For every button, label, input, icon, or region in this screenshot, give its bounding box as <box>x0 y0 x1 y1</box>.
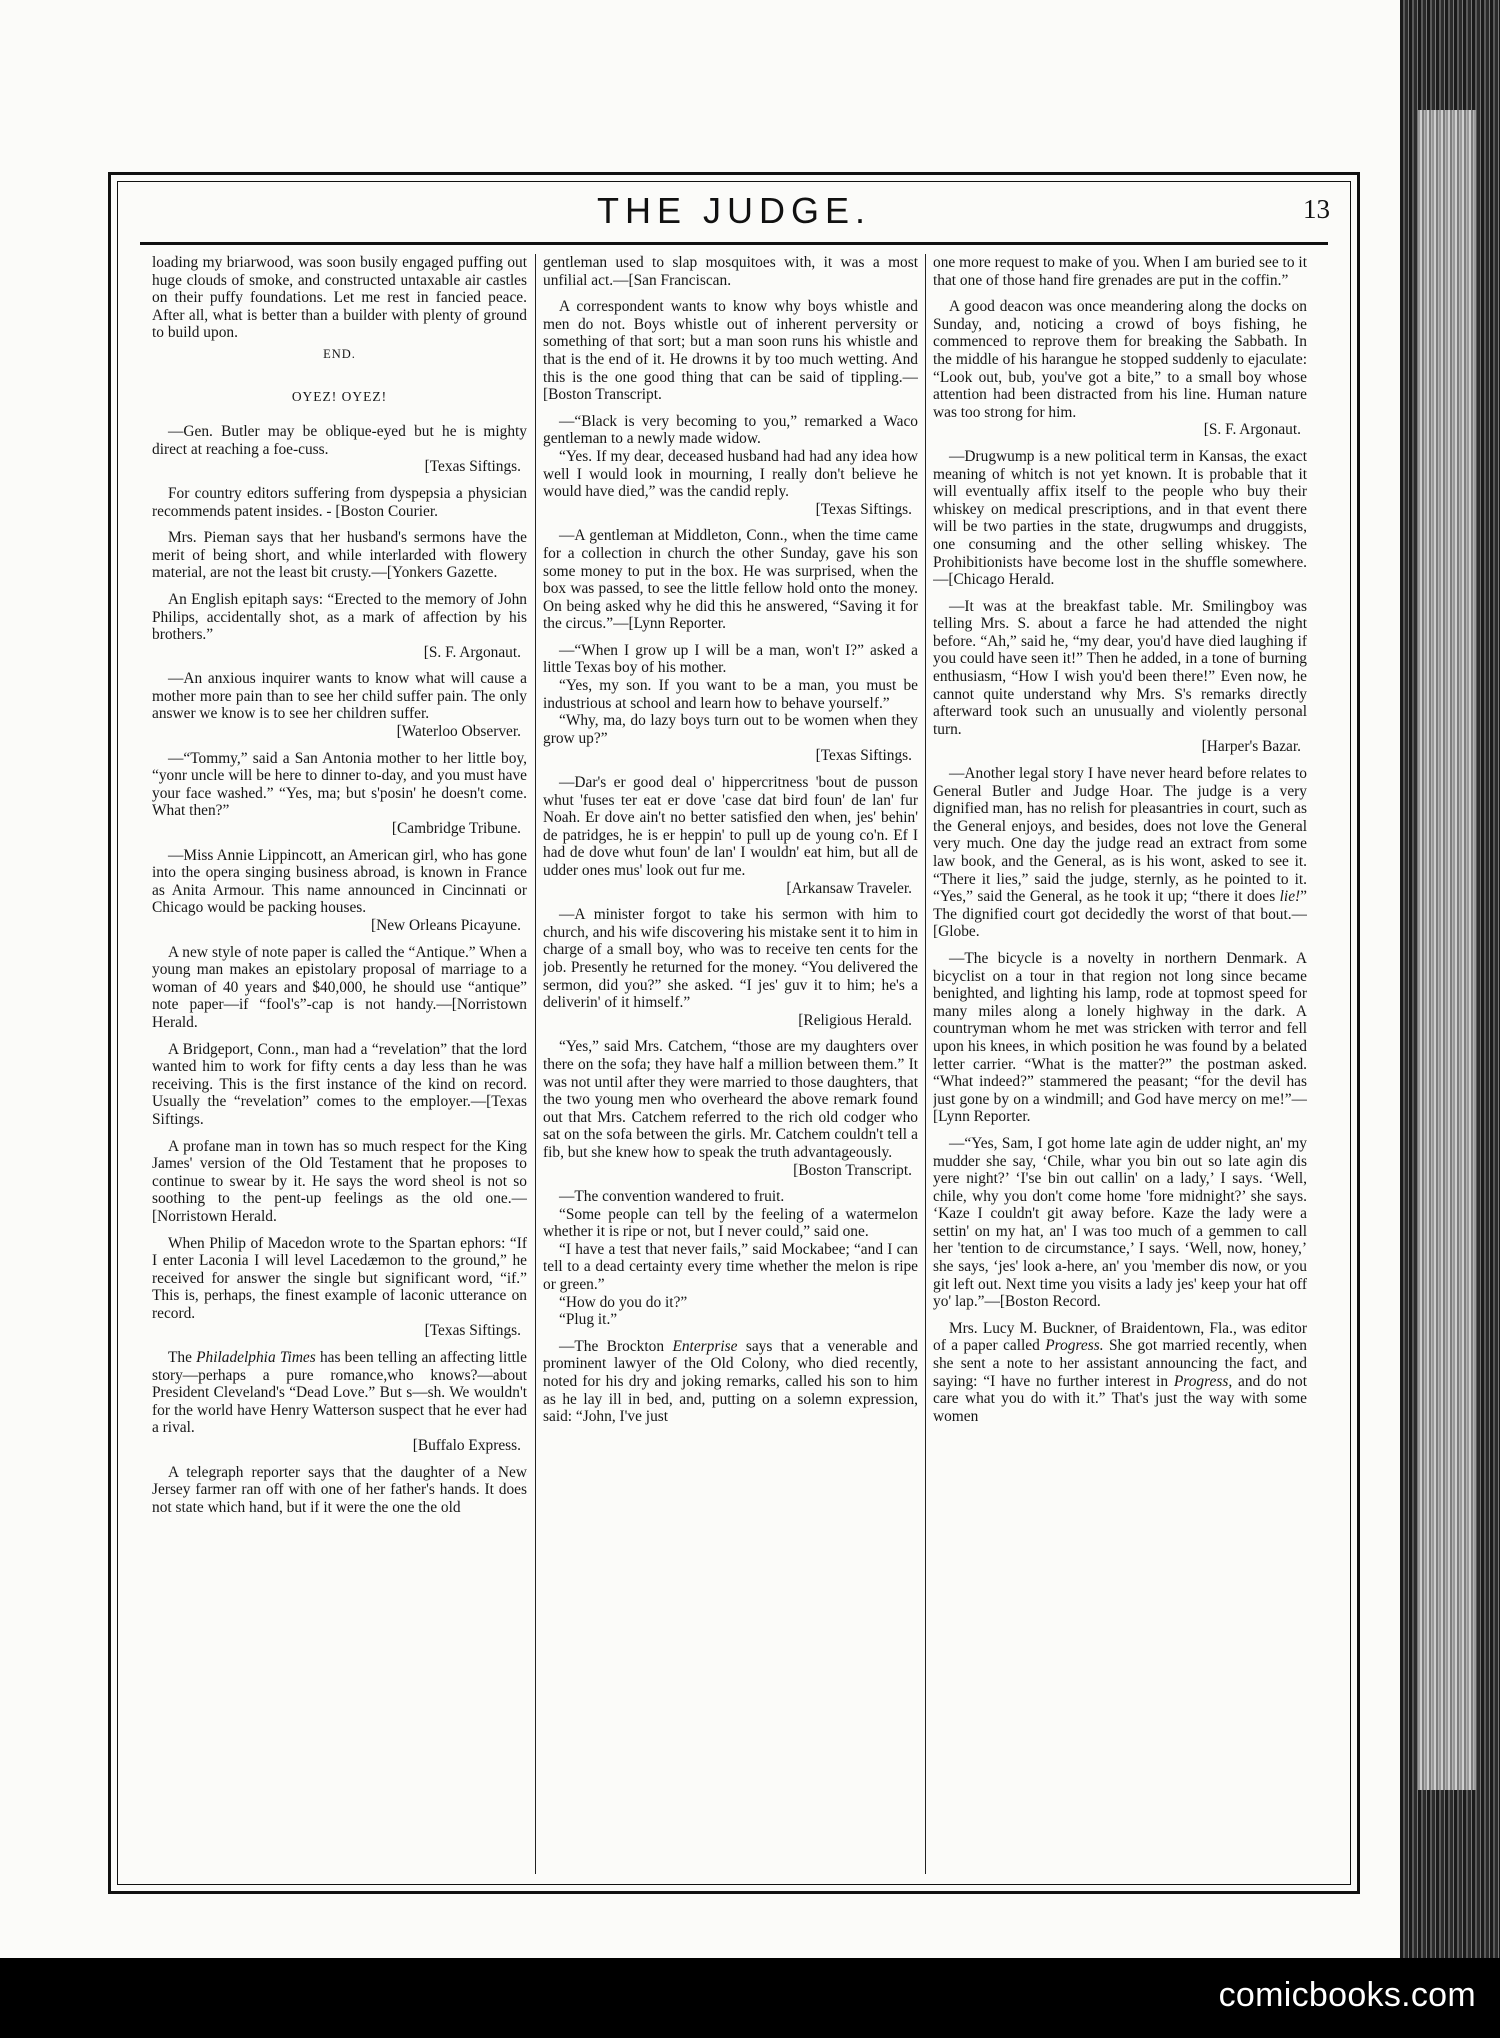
newspaper-title: Enterprise <box>672 1337 738 1355</box>
item: —It was at the breakfast table. Mr. Smilingboy was telling Mrs. S. about a farce he had attended the night before. “Ah,” said he, “my dear, you'd have died laughing if you could have seen it!” Then he added, in a tone of burning enthusiasm, “How I wish you'd been there!” Even now, he cannot quite understand why Mrs. S's remarks directly afterward took such an unusually and violently personal turn. <box>933 597 1307 738</box>
item: “Yes,” said Mrs. Catchem, “those are my daughters over there on the sofa; they have half a million between them.” It was not until after they were married to those daughters, that the two young men who overheard the above remark found out that Mrs. Catchem referred to the rich old codger who sat on the sofa between the girls. Mr. Catchem couldn't tell a fib, but she knew how to speak the truth advantageously. <box>543 1038 918 1161</box>
item-source: [Religious Herald. <box>798 1011 912 1029</box>
item: A telegraph reporter says that the daughter of a New Jersey farmer ran off with one of her father's hands. It does not state which hand, but if it were the one the old <box>152 1463 527 1516</box>
item-source: [Waterloo Observer. <box>396 723 521 741</box>
item-text: and do not care what you do with it.” That's just the way with some women <box>933 1372 1307 1425</box>
item: When Philip of Macedon wrote to the Spartan ephors: “If I enter Laconia I will level Lacedæmon to the ground,” he received for answer the single but significant word, “if.” This is, perhaps, the finest example of laconic utterance on record. <box>152 1234 527 1322</box>
item-continuation: one more request to make of you. When I am buried see to it that one of those hand fire grenades are put in the coffin.” <box>933 254 1307 289</box>
item-text: Mrs. Lucy M. Buckner, of Braidentown, Fla., was editor of a paper called <box>933 1319 1307 1355</box>
item: —“Yes, Sam, I got home late agin de udder night, an' my mudder she say, ‘Chile, whar you bin out so late agin dis yere night?’ ‘I'se bin out callin' on a lady,’ I says. ‘Well, chile, why you don't come home 'fore midnight?’ she says. ‘Kaze I couldn't git away before. Kaze the lady were a settin' on my hat, an' I was too much of a gemmen to call her 'tention to de circumstance,’ I says. ‘Well, now, honey,’ she says, ‘jes' look a-here, an' you 'member dis now, or you git left out. Next time you visits a lady jes' keep your hat off yo' lap.”—[Boston Record. <box>933 1134 1307 1311</box>
column-2 <box>543 254 918 1874</box>
item-dialog: “Yes, my son. If you want to be a man, you must be industrious at school and learn how to behave yourself.” <box>543 677 918 712</box>
column-1 <box>152 254 527 1874</box>
item: —A minister forgot to take his sermon with him to church, and his wife discovering his mistake sent it to him in charge of a small boy, who was to receive ten cents for the job. Presently he returned for the money. “You delivered the sermon, did you?” she asked. “I jes' guv it to him; he's a deliverin' of it himself.” <box>543 906 918 1012</box>
item-dialog: “How do you do it?” <box>559 1293 688 1311</box>
item: —“Tommy,” said a San Antonia mother to her little boy, “yonr uncle will be here to dinner to-day, and you must have your face washed.” “Yes, ma; but s'posin' he doesn't come. What then?” <box>152 749 527 820</box>
item-source: [New Orleans Picayune. <box>370 917 521 934</box>
item: Mrs. Pieman says that her husband's sermons have the merit of being short, and while interlarded with flowery material, are not the least bit crusty.—[Yonkers Gazette. <box>152 529 527 582</box>
item-continuation: gentleman used to slap mosquitoes with, it was a most unfilial act.—[San Franciscan. <box>543 254 918 289</box>
story-continuation: loading my briarwood, was soon busily engaged puffing out huge clouds of smoke, and constructed untaxable air castles on their puffy foundations. Let me rest in fancied peace. After all, what is better than a builder with plenty of ground to build upon. <box>152 254 527 342</box>
item: —The bicycle is a novelty in northern Denmark. A bicyclist on a tour in that region not long since became benighted, and lighting his lamp, rode at topmost speed for many miles along a lonely highway in the dark. A countryman whom he met was stricken with terror and fell upon his knees, in which position he was found by a belated letter carrier. “What is the matter?” the postman asked. “What indeed?” stammered the peasant; “for the devil has just gone by on a windmill; and God have mercy on me!”—[Lynn Reporter. <box>933 949 1307 1126</box>
item: —Drugwump is a new political term in Kansas, the exact meaning of whitch is not yet known. It is probable that it will eventually affix itself to the people who buy their whiskey on medical prescriptions, and in that event there will be two parties in the state, drugwumps and druggists, one consuming and the other selling whiskey. The Prohibitionists have become lost in the shuffle somewhere.—[Chicago Herald. <box>933 447 1307 589</box>
item-dialog: “Plug it.” <box>559 1311 618 1329</box>
item: A good deacon was once meandering along the docks on Sunday, and, noticing a crowd of boys fishing, he commenced to reprove them for breaking the Sabbath. In the middle of his harangue he stopped suddenly to ejaculate: “Look out, bub, you've got a bite,” to a small boy whose attention had been distracted from his line. Human nature was too strong for him. <box>933 298 1307 421</box>
item-dialog: “Some people can tell by the feeling of a watermelon whether it is ripe or not, but I never could,” said one. <box>543 1205 918 1241</box>
item-text: —Another legal story I have never heard before relates to General Butler and Judge Hoar. The judge is a very dignified man, has no relish for pleasantries in court, such as the General enjoys, and besides, does not love the General very much. One day the judge read an extract from some law book, and the General, as is his wont, asked to see it. “There it lies,” said the judge, sternly, as he pointed to it. “Yes,” said the General, as he took it up; “there it does <box>933 765 1307 906</box>
item: A Bridgeport, Conn., man had a “revelation” that the lord wanted him to work for fifty cents a day less than he was receiving. This is the first instance of the kind on record. Usually the “revelation” comes to the employer.—[Texas Siftings. <box>152 1040 527 1128</box>
column-divider <box>925 254 926 1874</box>
item <box>933 765 1307 941</box>
newspaper-title: Philadelphia Times <box>196 1349 316 1367</box>
item-source: [Boston Transcript. <box>793 1161 912 1179</box>
newspaper-title: Progress, <box>1173 1372 1233 1390</box>
item-text: She got married recently, when she sent a note to her assistant announcing the fact, and saying: “I have no further interest in <box>933 1337 1307 1390</box>
item-source: [Texas Siftings. <box>424 1322 521 1340</box>
item: —A gentleman at Middleton, Conn., when the time came for a collection in church the other Sunday, gave his son some money to put in the box. He was surprised, when the box was passed, to see the little fellow hold onto the money. On being asked why he did this he answered, “Saving it for the circus.”—[Lynn Reporter. <box>543 527 918 633</box>
item: —The convention wandered to fruit. <box>559 1188 785 1206</box>
item: An English epitaph says: “Erected to the memory of John Philips, accidentally shot, as a mark of affection by his brothers.” <box>152 590 527 644</box>
page-number: 13 <box>1303 194 1330 224</box>
item-text: says that a venerable and prominent lawyer of the Old Colony, who died recently, noted for his dry and joking remarks, called his son to him as he lay ill in bed, and, putting on a solemn expression, said: “John, I've just <box>543 1337 918 1426</box>
item: For country editors suffering from dyspepsia a physician recommends patent insides. - [Boston Courier. <box>152 484 527 520</box>
item <box>543 1338 918 1426</box>
item-dialog: “Yes. If my dear, deceased husband had had any idea how well I would look in mourning, I really don't believe he would have died,” was the candid reply. <box>543 447 918 501</box>
item: —Miss Annie Lippincott, an American girl, who has gone into the opera singing business abroad, is known in France as Anita Armour. This name announced in Cincinnati or Chicago would be packing houses. <box>152 846 527 917</box>
item-dialog: “I have a test that never fails,” said Mockabee; “and I can tell to a dead certainty every time whether the melon is ripe or green.” <box>543 1240 918 1294</box>
item-source: [Texas Siftings. <box>424 458 521 476</box>
item-source: [Arkansaw Traveler. <box>786 879 912 897</box>
item-source: [S. F. Argonaut. <box>423 643 521 661</box>
item: —An anxious inquirer wants to know what will cause a mother more pain than to see her child suffer pain. The only answer we know is to see her children suffer. <box>152 670 527 723</box>
item-source: [Buffalo Express. <box>412 1437 521 1455</box>
masthead-rule <box>140 242 1328 245</box>
item: A profane man in town has so much respect for the King James' version of the Old Testament that he proposes to continue to swear by it. He says the word sheol is not so soothing to the pent-up feelings as the old one.—[Norristown Herald. <box>152 1137 527 1225</box>
item-emphasis: lie! <box>1279 888 1301 906</box>
item-text: The <box>168 1349 197 1367</box>
watermark: comicbooks.com <box>1218 1976 1476 2014</box>
item-dialog: “Why, ma, do lazy boys turn out to be women when they grow up?” <box>543 712 918 747</box>
item-source: [Harper's Bazar. <box>1201 738 1301 756</box>
column-divider <box>535 254 536 1874</box>
item: —“Black is very becoming to you,” remarked a Waco gentleman to a newly made widow. <box>543 412 918 448</box>
item: A correspondent wants to know why boys whistle and men do not. Boys whistle out of inherent perversity or something of that sort; but a man soon runs his whistle and that is the end of it. He drowns it by too much wetting. And this is the one good thing that can be said of tippling.—[Boston Transcript. <box>543 298 918 404</box>
item-text: ” The dignified court got decidedly the worst of that bout.—[Globe. <box>933 888 1307 941</box>
item-text: —The Brockton <box>559 1337 673 1355</box>
item-text: has been telling an affecting little story—perhaps a pure romance,who knows?—about President Cleveland's “Dead Love.” But s—sh. We wouldn't for the world have Henry Watterson suspect that he ever had a rival. <box>152 1349 527 1437</box>
item: —Gen. Butler may be oblique-eyed but he is mighty direct at reaching a foe-cuss. <box>152 423 527 458</box>
page-stack-edge-highlight <box>1418 110 1476 1790</box>
item: —“When I grow up I will be a man, won't I?” asked a little Texas boy of his mother. <box>543 641 918 677</box>
end-mark: END. <box>323 346 356 361</box>
item-source: [Texas Siftings. <box>815 500 912 518</box>
newspaper-title: Progress. <box>1045 1337 1104 1355</box>
item: A new style of note paper is called the “Antique.” When a young man makes an epistolary proposal of marriage to a woman of 40 years and $40,000, he should use “antique” note paper—if “fool's”-cap is not handy.—[Norristown Herald. <box>152 943 527 1031</box>
section-heading: OYEZ! OYEZ! <box>291 388 388 404</box>
item-source: [S. F. Argonaut. <box>1203 421 1301 439</box>
item-source: [Cambridge Tribune. <box>391 820 521 838</box>
column-3 <box>933 254 1307 1874</box>
masthead-title: THE JUDGE. <box>596 190 871 231</box>
item <box>152 1349 527 1437</box>
item <box>933 1320 1307 1426</box>
item: —Dar's er good deal o' hippercritness 'bout de pusson whut 'fuses ter eat er dove 'case dat bird foun' de lan' fur Noah. Er dove ain't no better satisfied den when, jes' behin' de patridges, he is er heppin' to pull up de young co'n. Ef I had de dove whut foun' de lan' I wouldn' eat him, but all de udder ones mus' look out fur me. <box>543 774 918 879</box>
item-source: [Texas Siftings. <box>815 747 912 765</box>
masthead <box>130 190 1338 240</box>
